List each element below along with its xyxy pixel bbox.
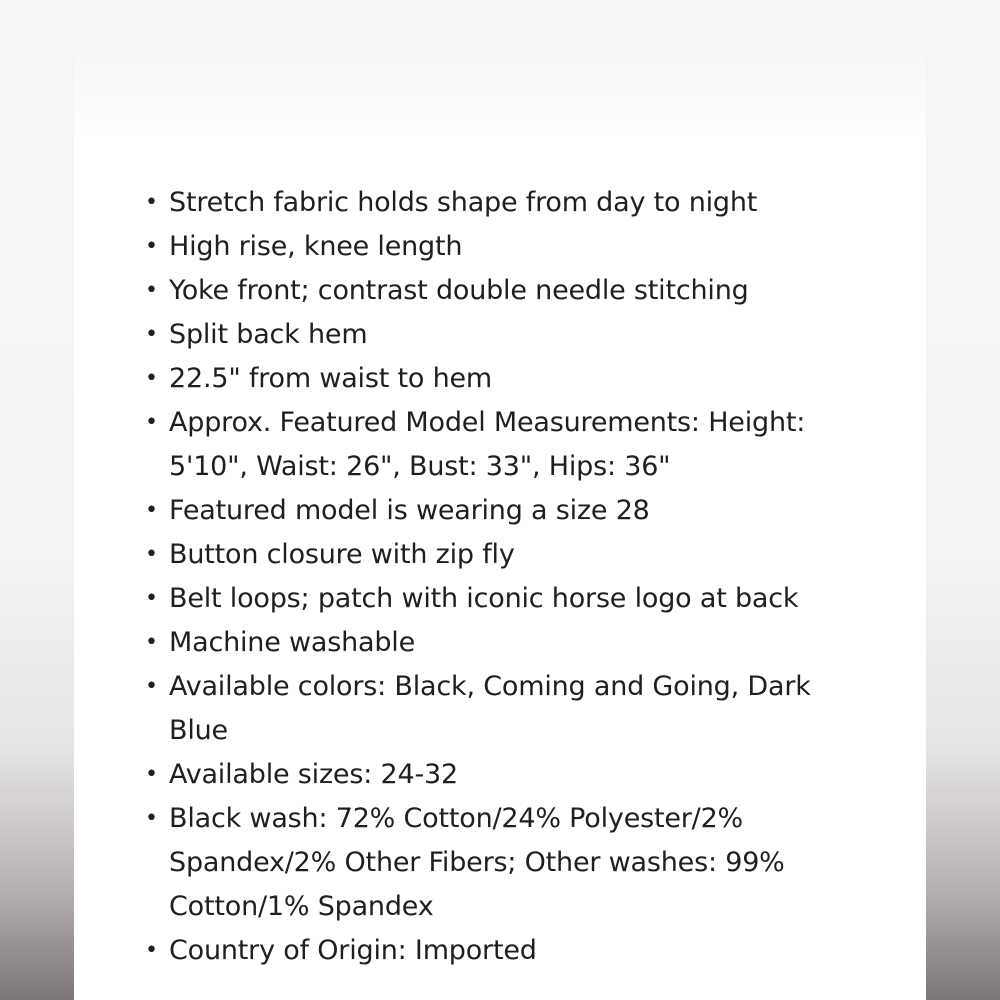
list-item xyxy=(145,269,845,313)
list-item-text: Button closure with zip fly xyxy=(169,539,515,570)
bullet-icon: • xyxy=(145,278,158,303)
feature-list xyxy=(145,181,845,973)
left-backdrop xyxy=(0,0,74,1000)
bullet-icon: • xyxy=(145,366,158,391)
bullet-icon: • xyxy=(145,762,158,787)
list-item-text: Country of Origin: Imported xyxy=(169,935,537,966)
list-item xyxy=(145,577,845,621)
list-item-text: 22.5" from waist to hem xyxy=(169,363,493,394)
bullet-icon: • xyxy=(145,630,158,655)
list-item-text: Black wash: 72% Cotton/24% Polyester/2% Spandex/2% Other Fibers; Other washes: 99% Cotton/1% Spandex xyxy=(169,803,785,922)
right-backdrop xyxy=(926,0,1000,1000)
list-item-text: Available sizes: 24-32 xyxy=(169,759,458,790)
list-item-text: Featured model is wearing a size 28 xyxy=(169,495,650,526)
list-item xyxy=(145,357,845,401)
bullet-icon: • xyxy=(145,938,158,963)
list-item xyxy=(145,489,845,533)
list-item xyxy=(145,225,845,269)
list-item xyxy=(145,665,845,753)
bullet-icon: • xyxy=(145,586,158,611)
bullet-icon: • xyxy=(145,234,158,259)
bullet-icon: • xyxy=(145,410,158,435)
list-item xyxy=(145,401,845,489)
list-item xyxy=(145,533,845,577)
list-item xyxy=(145,181,845,225)
bullet-icon: • xyxy=(145,498,158,523)
list-item xyxy=(145,621,845,665)
list-item xyxy=(145,797,845,929)
list-item-text: Available colors: Black, Coming and Going, Dark Blue xyxy=(169,671,811,746)
bullet-icon: • xyxy=(145,806,158,831)
list-item-text: Machine washable xyxy=(169,627,416,658)
list-item-text: High rise, knee length xyxy=(169,231,463,262)
list-item xyxy=(145,929,845,973)
top-backdrop xyxy=(74,0,926,140)
bullet-icon: • xyxy=(145,542,158,567)
list-item-text: Belt loops; patch with iconic horse logo at back xyxy=(169,583,799,614)
list-item xyxy=(145,753,845,797)
list-item-text: Yoke front; contrast double needle stitching xyxy=(169,275,749,306)
list-item-text: Stretch fabric holds shape from day to night xyxy=(169,187,758,218)
bullet-icon: • xyxy=(145,322,158,347)
bullet-icon: • xyxy=(145,190,158,215)
list-item-text: Split back hem xyxy=(169,319,368,350)
list-item-text: Approx. Featured Model Measurements: Height: 5'10", Waist: 26", Bust: 33", Hips: 36" xyxy=(169,407,806,482)
bullet-icon: • xyxy=(145,674,158,699)
list-item xyxy=(145,313,845,357)
